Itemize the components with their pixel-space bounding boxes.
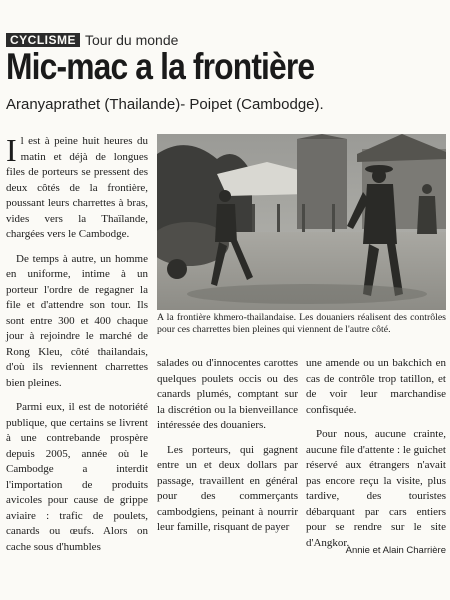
paragraph: Les porteurs, qui gagnent entre un et deux dollars par passage, travaillent en général pour des commerçants cambodgiens, peinant à nourrir leur famille, risquant de payer	[157, 443, 298, 533]
photo-caption: A la frontière khmero-thailandaise. Les douaniers réalisent des contrôles pour ces charrettes bien pleines qui viennent de l'autre côté.	[157, 312, 446, 335]
article-subheadline: Aranyaprathet (Thailande)- Poipet (Cambodge).	[6, 96, 324, 113]
photo-illustration	[157, 134, 446, 310]
drop-cap: I	[6, 132, 17, 168]
paragraph	[6, 134, 148, 243]
section-rubric: CYCLISME	[6, 33, 80, 47]
paragraph: Pour nous, aucune crainte, aucune file d'attente : le guichet réservé aux étrangers n'avait pas encore reçu la visite, plus tardive, des touristes débarquant par cars entiers pour se rendre sur le site d'Angkor.	[306, 428, 446, 549]
paragraph: salades ou d'innocentes carottes quelques poulets occis ou des canards plumés, comptant sur la discrétion ou la bienveillance intéressée des douaniers.	[157, 357, 298, 431]
paragraph: De temps à autre, un homme en uniforme, intime à un porteur l'ordre de regagner la file et d'attendre son tour. Ils sont entre 300 et 400 chaque jour à rejoindre le marché de Rong Kleu, côté thailandais, d'où ils reviennent charrettes bien pleines.	[6, 252, 148, 389]
border-crossing-photo	[157, 134, 446, 310]
section-subtitle: Tour du monde	[85, 32, 179, 48]
paragraph-text: l est à peine huit heures du matin et déjà de longues files de porteurs se pressent des deux côtés de la frontière, poussant leurs charrettes à bras, vides vers la Thaïlande, chargées vers le Cambodge.	[6, 135, 148, 240]
text-column-3	[306, 356, 446, 560]
paragraph: une amende ou un bakchich en cas de contrôle trop tatillon, et de voir leur marchandise confisquée.	[306, 357, 446, 416]
article-byline: Annie et Alain Charrière	[345, 545, 446, 556]
paragraph: Parmi eux, il est de notoriété publique, que certains se livrent à une contrebande prospère depuis 2005, année où le Cambodge a interdit l'importation de produits avicoles pour cause de grippe aviaire : trafic de poulets, canards ou œufs. Alors on cache sous d'humbles	[6, 401, 148, 553]
text-column-1	[6, 134, 148, 564]
text-column-2	[157, 356, 298, 545]
article-headline: Mic-mac a la frontière	[6, 46, 315, 87]
